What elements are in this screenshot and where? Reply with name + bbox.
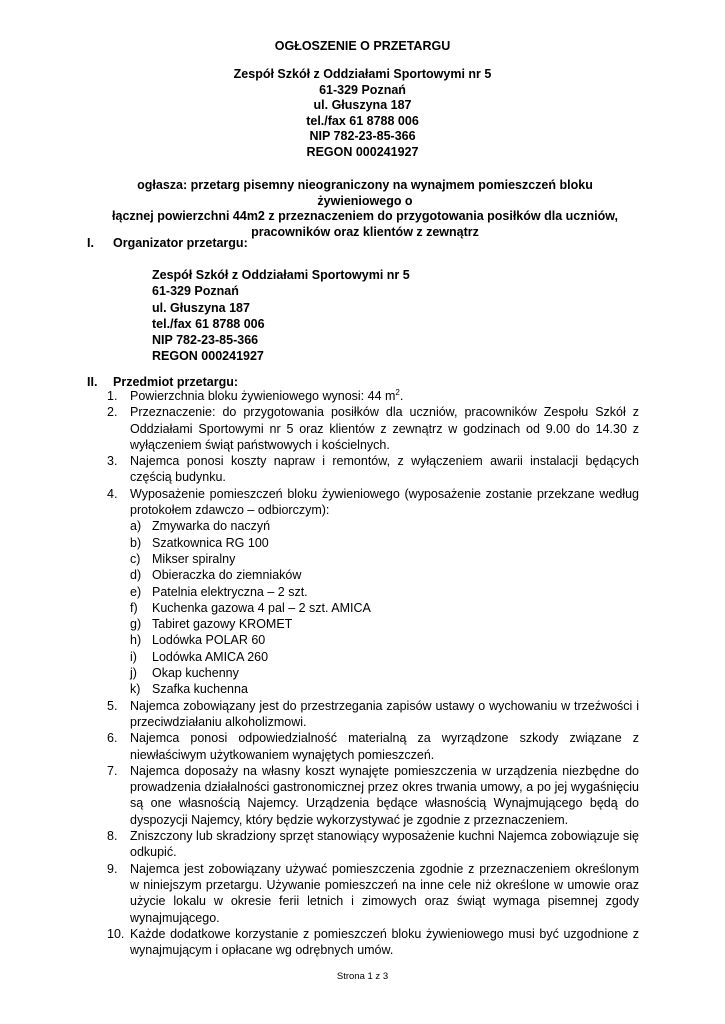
equipment-item: k) Szafka kuchenna [130,682,248,697]
announcement-line: pracowników oraz klientów z zewnątrz [251,224,479,239]
organizer-line: Zespół Szkół z Oddziałami Sportowymi nr 5 [152,268,410,282]
superscript: 2 [395,387,400,397]
list-item [107,486,639,519]
list-item [107,861,639,926]
list-item [107,926,639,959]
list-item [107,453,639,486]
subject-list [107,388,639,958]
item-text: Najemca ponosi koszty napraw i remontów, z wyłączeniem awarii instalacji będących częścią budynku. [130,454,639,485]
item-text: Najemca doposaży na własny koszt wynajęte pomieszczenia w urządzenia niezbędne do prowadzenia działalności gastronomicznej przez okres trwania umowy, a po jej wygaśnięciu są one własnością Najemcy. Urządzenia będące własnością Wynajmującego będą do dyspozycji Najemcy, który będzie wykorzystywać je zgodnie z przeznaczeniem. [130,763,639,827]
item-text: Przeznaczenie: do przygotowania posiłków dla uczniów, pracowników Zespołu Szkół z Oddziałami Sportowymi nr 5 oraz klientów z zewnątrz w godzinach od 9.00 do 14.30 z wyłączeniem świąt państwowych i kościelnych. [130,405,639,452]
organizer-line: tel./fax 61 8788 006 [152,316,265,331]
header-line: ul. Głuszyna 187 [313,98,412,113]
section-number: I. [87,236,94,250]
item-number: 7. [107,763,118,778]
equipment-sublist [130,518,639,697]
item-number: 9. [107,861,118,876]
equipment-item: j) Okap kuchenny [130,666,239,681]
page-footer: Strona 1 z 3 [336,971,389,982]
item-number: 4. [107,486,118,501]
item-text: Najemca zobowiązany jest do przestrzegania zapisów ustawy o wychowaniu w trzeźwości i przeciwdziałaniu alkoholizmowi. [130,698,639,729]
equipment-item: b) Szatkownica RG 100 [130,535,269,550]
item-number: 10. [107,926,125,941]
item-text: Powierzchnia bloku żywieniowego wynosi: 44 $m^2$. [130,387,404,403]
header-line: tel./fax 61 8788 006 [306,113,419,128]
item-text: Każde dodatkowe korzystanie z pomieszczeń bloku żywieniowego musi być uzgodnione z wynajmującym i opłacane wg odrębnych umów. [130,926,639,958]
item-text: Wyposażenie pomieszczeń bloku żywieniowego (wyposażenie zostanie przekzane według protokołem zdawczo – odbiorczym): [130,486,639,518]
equipment-item: d) Obieraczka do ziemniaków [130,568,302,583]
section-title: Organizator przetargu: [113,236,248,250]
header-address-block [0,67,725,161]
header-line: REGON 000241927 [306,144,419,159]
section-title: Przedmiot przetargu: [113,375,239,389]
header-line: NIP 782-23-85-366 [309,129,416,144]
item-number: 5. [107,698,118,713]
item-number: 3. [107,454,118,469]
section-number: II. [87,375,98,389]
announcement [100,178,630,240]
section-heading-subject [87,375,238,389]
item-number: 8. [107,829,118,844]
header-line: 61-329 Poznań [319,82,406,97]
announcement-line: ogłasza: przetarg pisemny nieograniczony na wynajmem pomieszczeń bloku żywieniowego o [137,178,593,208]
organizer-line: 61-329 Poznań [152,284,239,299]
item-text: Zniszczony lub skradziony sprzęt stanowiący wyposażenie kuchni Najemca zobowiązuje się odkupić. [130,829,639,860]
item-text: Najemca ponosi odpowiedzialność materialną za wyrządzone szkody związane z niewłaściwym użytkowaniem wynajętych pomieszczeń. [130,731,639,762]
equipment-item: c) Mikser spiralny [130,551,236,566]
equipment-item: f) Kuchenka gazowa 4 pal – 2 szt. AMICA [130,600,371,615]
organizer-address-block [152,267,410,365]
organizer-line: NIP 782-23-85-366 [152,333,259,348]
item-number: 6. [107,731,118,746]
equipment-item: g) Tabiret gazowy KROMET [130,617,293,632]
list-item [107,763,639,828]
list-item [107,404,639,453]
equipment-item: h) Lodówka POLAR 60 [130,633,266,648]
list-item [107,730,639,763]
list-item [107,828,639,861]
announcement-line: łącznej powierzchni 44m2 z przeznaczeniem do przygotowania posiłków dla uczniów, [112,209,618,224]
organizer-line: REGON 000241927 [152,349,264,364]
item-number: 1. [107,389,118,403]
equipment-item: a) Zmywarka do naczyń [130,519,271,534]
header-line: Zespół Szkół z Oddziałami Sportowymi nr 5 [233,67,492,81]
document-title: OGŁOSZENIE O PRZETARGU [274,39,451,53]
list-item [107,698,639,731]
list-item [107,388,639,404]
section-heading-organizer [87,236,248,250]
item-number: 2. [107,405,118,420]
equipment-item: i) Lodówka AMICA 260 [130,649,269,664]
organizer-line: ul. Głuszyna 187 [152,300,250,315]
equipment-item: e) Patelnia elektryczna – 2 szt. [130,584,308,599]
item-text: Najemca jest zobowiązany używać pomieszczenia zgodnie z przeznaczeniem określonym w niniejszym przetargu. Używanie pomieszczeń na inne cele niż określone w umowie oraz użycie lokalu w okresie ferii letnich i zimowych oraz świąt wymaga pisemnej zgody wynajmującego. [130,861,639,925]
